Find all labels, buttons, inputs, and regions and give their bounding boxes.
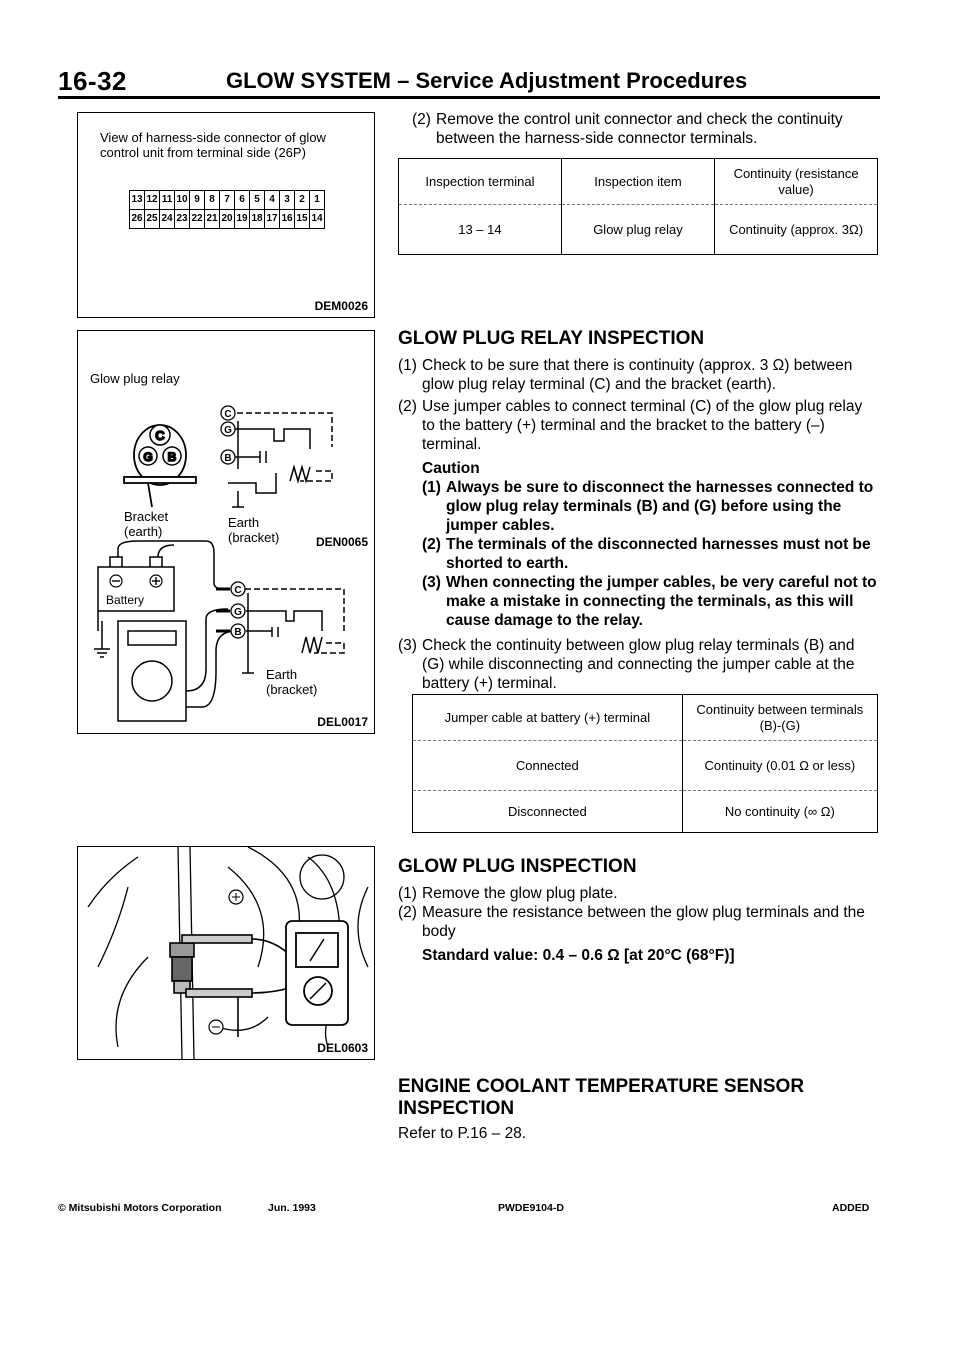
table-header: Inspection terminal: [399, 159, 562, 205]
tester-probe-leads: [182, 935, 292, 1037]
table-cell: Glow plug relay: [561, 205, 714, 255]
plug-inspection-title: GLOW PLUG INSPECTION: [398, 856, 637, 877]
relay-continuity-table: [412, 694, 878, 833]
caution-item: [422, 573, 878, 630]
battery-minus-icon: [110, 575, 122, 587]
connector-pin: 12: [144, 190, 160, 210]
table-cell: 13 – 14: [399, 205, 562, 255]
table-cell: No continuity (∞ Ω): [682, 791, 877, 833]
caution-text: Always be sure to disconnect the harnesses connected to glow plug relay terminals (B) and (G) before using the jumper cables.: [446, 479, 874, 534]
connector-figure: [77, 112, 375, 318]
caution-block: [398, 460, 878, 630]
plus-terminal-icon: [229, 890, 243, 904]
connector-grid: [130, 191, 325, 229]
connector-pin: 10: [174, 190, 190, 210]
circuit-terminal-b-icon: [231, 624, 245, 638]
footer-copyright: © Mitsubishi Motors Corporation: [58, 1202, 222, 1214]
svg-text:C: C: [224, 409, 232, 420]
connector-pin: 11: [159, 190, 175, 210]
connector-pin: 25: [144, 209, 160, 229]
schematic-terminal-c-icon: [221, 406, 235, 420]
footer-date: Jun. 1993: [268, 1202, 316, 1214]
battery-label: Battery: [106, 593, 145, 607]
table-header: Continuity (resistance value): [715, 159, 878, 205]
relay-terminal-g-icon: [139, 447, 157, 465]
caution-title: Caution: [422, 460, 480, 477]
battery-plus-icon: [150, 575, 162, 587]
figure-code: DEN0065: [315, 535, 368, 549]
connector-pin: 7: [219, 190, 235, 210]
relay-inspection-title: GLOW PLUG RELAY INSPECTION: [398, 328, 705, 349]
caution-text: The terminals of the disconnected harnesses must not be shorted to earth.: [446, 536, 871, 572]
step-text: Measure the resistance between the glow plug terminals and the body: [422, 904, 865, 940]
earth-label-2: Earth: [266, 667, 298, 682]
table-cell: Continuity (approx. 3Ω): [715, 205, 878, 255]
step-item: [398, 903, 878, 941]
relay-diagram: [78, 331, 374, 733]
figure-code: DEM0026: [314, 299, 368, 313]
connector-pin: 1: [309, 190, 325, 210]
connector-pin: 5: [249, 190, 265, 210]
connector-pin: 14: [309, 209, 325, 229]
table-cell: Connected: [413, 741, 683, 791]
earth-label: Earth: [228, 515, 260, 530]
svg-text:C: C: [234, 585, 242, 596]
standard-value: Standard value: 0.4 – 0.6 Ω [at 20°C (68°F)]: [422, 947, 735, 964]
schematic-terminal-b-icon: [221, 450, 235, 464]
connector-pin: 9: [189, 190, 205, 210]
relay-figure: [77, 330, 375, 734]
earth-bracket-label-2: (bracket): [266, 682, 318, 697]
circuit-terminal-g-icon: [231, 604, 245, 618]
step-text: Check to be sure that there is continuity (approx. 3 Ω) between glow plug relay terminal (C) and the bracket (earth).: [422, 357, 853, 393]
footer-status: ADDED: [832, 1202, 870, 1214]
svg-text:B: B: [224, 453, 232, 464]
table-header: Jumper cable at battery (+) terminal: [413, 695, 683, 741]
continuity-step: [412, 110, 902, 148]
connector-pin: 23: [174, 209, 190, 229]
svg-text:C: C: [155, 428, 165, 443]
page-title: GLOW SYSTEM – Service Adjustment Procedures: [226, 68, 748, 93]
svg-text:B: B: [234, 627, 242, 638]
table-header: Continuity between terminals (B)-(G): [682, 695, 877, 741]
caution-item: [422, 478, 878, 535]
step-text: Remove the glow plug plate.: [422, 885, 618, 902]
connector-pin: 21: [204, 209, 220, 229]
relay-inspection-steps: [398, 356, 878, 693]
relay-terminal-b-icon: [163, 447, 181, 465]
earth-bracket-label: (bracket): [228, 530, 280, 545]
step-number: (2): [412, 111, 431, 128]
glow-plug-figure: [77, 846, 375, 1060]
svg-text:B: B: [167, 450, 177, 464]
plug-inspection-steps: [398, 884, 878, 965]
step-text: Check the continuity between glow plug relay terminals (B) and (G) while disconnecting and connecting the jumper cable at the battery (+) terminal.: [422, 637, 855, 692]
connector-pin: 20: [219, 209, 235, 229]
step-item: [398, 397, 878, 454]
caution-number: (2): [422, 536, 441, 553]
step-item: [398, 636, 878, 693]
caution-text: When connecting the jumper cables, be very careful not to make a mistake in connecting the terminals, as this will cause damage to the relay.: [446, 574, 877, 629]
relay-label: Glow plug relay: [90, 371, 180, 386]
step-text: Use jumper cables to connect terminal (C) of the glow plug relay to the battery (+) terminal and the bracket to the battery (–) terminal.: [422, 398, 863, 453]
page-number: 16-32: [58, 66, 127, 96]
connector-pin: 3: [279, 190, 295, 210]
relay-terminal-c-icon: [150, 425, 170, 445]
step-number: (3): [398, 637, 417, 654]
minus-terminal-icon: [209, 1020, 223, 1034]
circuit-terminal-c-icon: [231, 582, 245, 596]
connector-pin: 8: [204, 190, 220, 210]
caution-number: (3): [422, 574, 441, 591]
svg-text:G: G: [143, 450, 153, 464]
connector-pin: 24: [159, 209, 175, 229]
header-rule: [58, 96, 880, 99]
coolant-section-title: ENGINE COOLANT TEMPERATURE SENSOR INSPECTION: [398, 1076, 805, 1119]
step-number: (1): [398, 357, 417, 374]
step-number: (2): [398, 904, 417, 921]
connector-pin: 17: [264, 209, 280, 229]
bracket-label: Bracket: [124, 509, 169, 524]
connector-pin: 22: [189, 209, 205, 229]
step-item: [398, 356, 878, 394]
caution-item: [422, 535, 878, 573]
relay-schematic: [228, 413, 332, 507]
connector-pin: 26: [129, 209, 145, 229]
svg-text:G: G: [234, 607, 242, 618]
glow-plug-illustration: [78, 847, 374, 1059]
schematic-terminal-g-icon: [221, 422, 235, 436]
step-number: (1): [398, 885, 417, 902]
caution-number: (1): [422, 479, 441, 496]
footer-doc-code: PWDE9104-D: [498, 1202, 564, 1214]
step-text: Remove the control unit connector and check the continuity between the harness-side connector terminals.: [436, 111, 843, 147]
step-number: (2): [398, 398, 417, 415]
step-item: [398, 884, 878, 903]
continuity-table: [398, 158, 878, 255]
connector-pin: 4: [264, 190, 280, 210]
connector-pin: 2: [294, 190, 310, 210]
connector-pin: 18: [249, 209, 265, 229]
figure-code: DEL0603: [317, 1041, 368, 1055]
connector-pin: 19: [234, 209, 250, 229]
table-cell: Disconnected: [413, 791, 683, 833]
table-header: Inspection item: [561, 159, 714, 205]
connector-pin: 13: [129, 190, 145, 210]
table-cell: Continuity (0.01 Ω or less): [682, 741, 877, 791]
connector-pin: 16: [279, 209, 295, 229]
connector-pin: 6: [234, 190, 250, 210]
figure-code: DEL0017: [317, 715, 368, 729]
jumper-plug-icons: [216, 589, 230, 631]
svg-text:G: G: [224, 425, 232, 436]
connector-pin: 15: [294, 209, 310, 229]
connector-caption: View of harness-side connector of glow control unit from terminal side (26P): [100, 130, 326, 160]
multimeter-icon: [286, 921, 348, 1025]
bracket-earth-label: (earth): [124, 524, 163, 539]
glow-plug-drawing: [170, 943, 194, 993]
coolant-section-text: Refer to P.16 – 28.: [398, 1125, 527, 1142]
